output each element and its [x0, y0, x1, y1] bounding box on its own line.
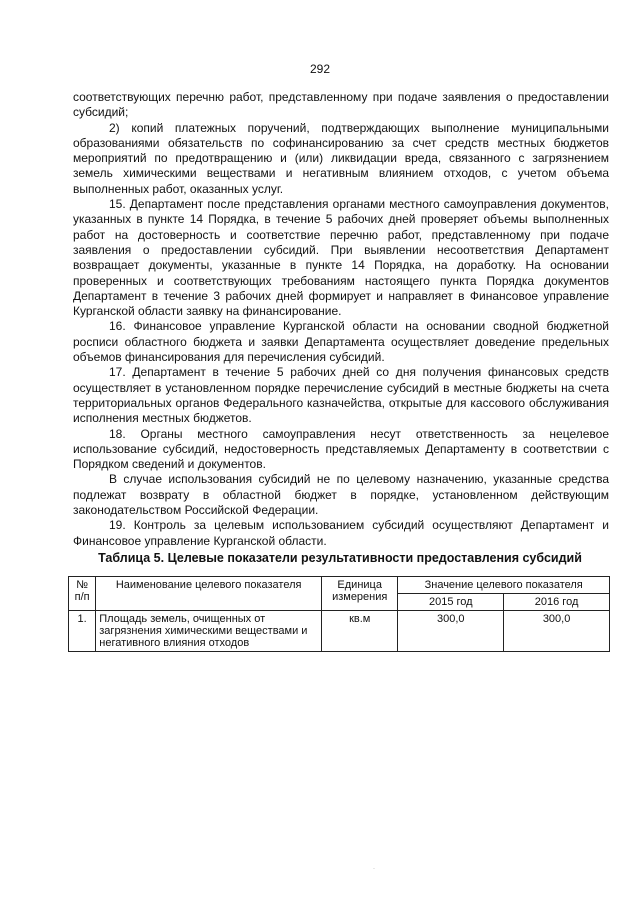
header-unit: Единица измерения [322, 577, 398, 611]
table-row [69, 611, 610, 652]
paragraph-15: 15. Департамент после представления органами местного самоуправления документов, указанных в пункте 14 Порядка, в течение 5 рабочих дней проверяет объемы выполненных работ на достоверность и соответствие перечню работ, представленному при подаче заявления о предоставлении субсидий. При выявлении несоответствия Департамент возвращает документы, указанные в пункте 14 Порядка, на доработку. На основании проверенных и соответствующих требованиям настоящего пункта Порядка документов Департамент в течение 3 рабочих дней формирует и направляет в Финансовое управление Курганской области заявку на финансирование. [73, 197, 609, 319]
page-number: 292 [309, 62, 331, 76]
paragraph-19: 19. Контроль за целевым использованием субсидий осуществляют Департамент и Финансовое управление Курганской области. [73, 518, 609, 548]
paragraph-continuation: соответствующих перечню работ, представленному при подаче заявления о предоставлении субсидий; [73, 90, 609, 120]
header-name: Наименование целевого показателя [96, 577, 322, 611]
scan-mark: · [373, 866, 375, 872]
paragraph-item-2: 2) копий платежных поручений, подтверждающих выполнение муниципальными образованиями обязательств по софинансированию за счет средств местных бюджетов мероприятий по предотвращению и (или) ликвидации вреда, связанного с загрязнением земель химическими веществами и негативным влиянием отходов, с учетом объема выполненных работ, оказанных услуг. [73, 120, 609, 196]
table-header-row [69, 577, 610, 594]
cell-value-2015: 300,0 [398, 611, 504, 652]
header-value: Значение целевого показателя [398, 577, 610, 594]
paragraph-17: 17. Департамент в течение 5 рабочих дней со дня получения финансовых средств осуществляет в установленном порядке перечисление субсидий в местные бюджеты на счета территориальных органов Федерального казначейства, открытые для кассового обслуживания исполнения местных бюджетов. [73, 365, 609, 426]
body-text [73, 90, 609, 549]
header-num: № п/п [69, 577, 96, 611]
cell-unit: кв.м [322, 611, 398, 652]
paragraph-18: 18. Органы местного самоуправления несут ответственность за нецелевое использование субсидий, недостоверность представляемых Департаменту в соответствии с Порядком сведений и документов. [73, 426, 609, 472]
cell-name: Площадь земель, очищенных от загрязнения химическими веществами и негативного влияния отходов [96, 611, 322, 652]
header-year-2015: 2015 год [398, 594, 504, 611]
cell-value-2016: 300,0 [504, 611, 610, 652]
indicators-table [68, 576, 610, 652]
table-title: Таблица 5. Целевые показатели результативности предоставления субсидий [98, 551, 582, 565]
header-year-2016: 2016 год [504, 594, 610, 611]
paragraph-16: 16. Финансовое управление Курганской области на основании сводной бюджетной росписи областного бюджета и заявки Департамента осуществляет доведение предельных объемов финансирования для перечисления субсидий. [73, 319, 609, 365]
cell-num: 1. [69, 611, 96, 652]
paragraph-misuse: В случае использования субсидий не по целевому назначению, указанные средства подлежат возврату в областной бюджет в порядке, установленном действующим законодательством Российской Федерации. [73, 472, 609, 518]
